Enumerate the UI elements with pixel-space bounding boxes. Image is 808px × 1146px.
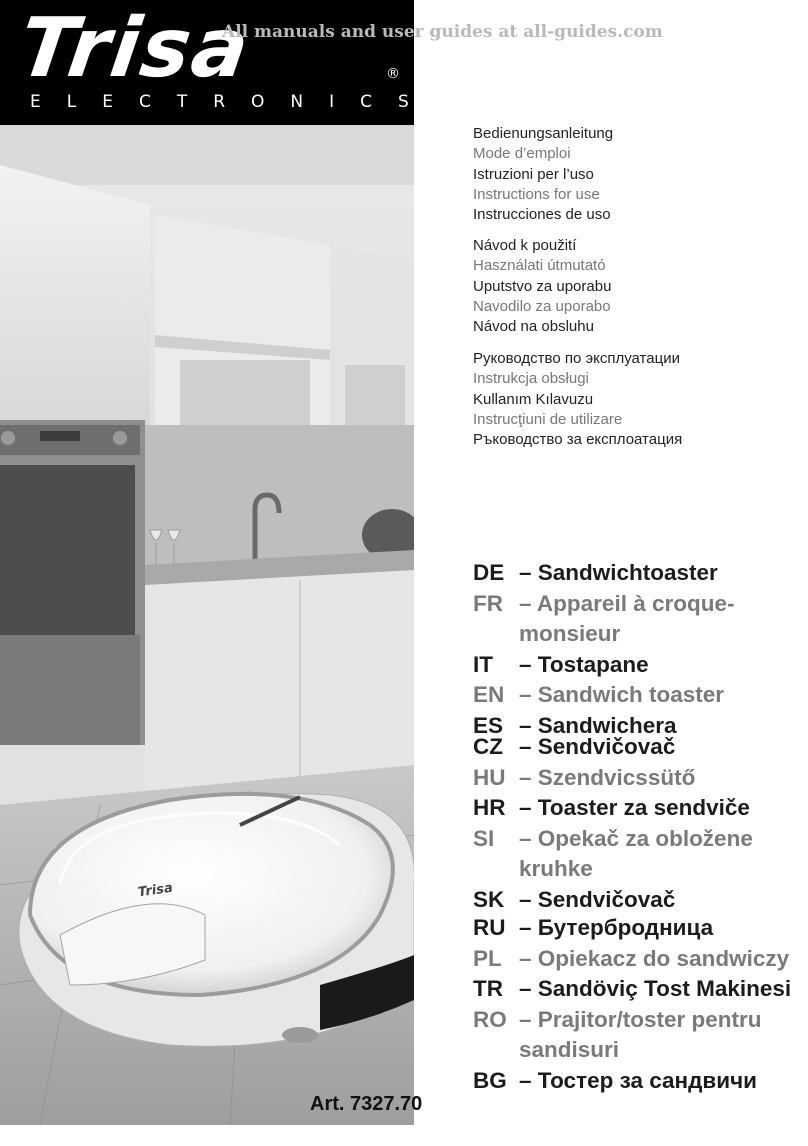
product-name: – Prajitor/toster pentru sandisuri [519,1006,762,1062]
instruction-title: Instrucţiuni de utilizare [473,410,623,428]
instruction-title: Kullanım Kılavuzu [473,390,594,408]
instruction-title: Navodilo za uporabo [473,297,611,315]
product-photo [0,125,414,1125]
instruction-title: Használati útmutató [473,257,606,275]
product-name: – Opiekacz do sandwiczy [519,945,790,971]
product-name: – Sandöviç Tost Makinesi [519,976,792,1001]
product-name-row [473,650,808,681]
kitchen-scene-image [0,125,414,1125]
product-name-row [473,680,808,711]
language-code: HU [473,764,506,790]
instructions-list-eastern [473,349,682,450]
product-name-row [473,732,808,763]
product-name: – Szendvicssütő [519,764,696,790]
brand-header [0,0,435,125]
brand-logo: Trisa [13,1,257,96]
article-number: Art. 7327.70 [310,1093,423,1115]
language-code: HR [473,795,506,820]
product-name: – Sendvičovač [519,886,676,912]
product-name-row [473,913,808,944]
product-name: – Sendvičovač [519,734,676,759]
instructions-list-central [473,236,611,337]
language-code: SK [473,886,505,912]
language-code: ES [473,712,504,738]
product-name-row [473,589,808,650]
watermark-text: All manuals and user guides at all-guides.com [222,22,663,42]
product-name-row [473,974,808,1005]
product-name: – Sandwichtoaster [519,560,718,585]
product-name-row [473,558,808,589]
product-name-row [473,885,808,916]
brand-subline: ELECTRONICS [30,92,435,112]
instruction-title: Bedienungsanleitung [473,125,614,142]
registered-mark: ® [386,66,400,82]
product-name-row [473,1005,808,1066]
instruction-title: Instructions for use [473,185,600,203]
product-name-row [473,763,808,794]
instruction-title: Návod na obsluhu [473,318,594,336]
product-name: – Sandwich toaster [519,682,725,707]
instruction-title: Mode d’emploi [473,145,571,163]
product-name-row [473,824,808,885]
instruction-title: Istruzioni per l’uso [473,165,594,183]
product-list-western [473,558,808,741]
instruction-title: Uputstvo za uporabu [473,277,612,295]
product-list-eastern [473,913,808,1096]
product-name: – Opekač za obložene kruhke [519,825,753,881]
language-code: BG [473,1067,507,1093]
product-name-row [473,1066,808,1097]
product-name-row [473,793,808,824]
instruction-title: Ръководство за експлоатация [473,431,683,449]
language-code: IT [473,651,493,677]
language-code: PL [473,945,502,971]
instruction-title: Руководство по эксплуатации [473,350,680,367]
language-code: SI [473,825,495,851]
product-list-central [473,732,808,915]
language-code: FR [473,590,503,616]
instructions-list-western [473,124,613,225]
product-name: – Бутербродница [519,915,714,940]
product-name: – Tostapane [519,651,649,677]
language-code: RO [473,1006,507,1032]
instruction-title: Instrucciones de uso [473,206,611,224]
language-code: CZ [473,734,503,759]
instruction-title: Instrukcja obsługi [473,370,589,388]
instruction-title: Návod k použití [473,237,577,254]
language-code: EN [473,682,505,707]
language-code: DE [473,560,505,585]
device-logo: Trisa [137,880,174,901]
language-code: TR [473,976,503,1001]
product-name: – Тостер за сандвичи [519,1067,757,1093]
product-name: – Sandwichera [519,712,677,738]
product-name: – Toaster za sendviče [519,795,750,820]
product-name: – Appareil à croque-monsieur [519,590,735,646]
product-name-row [473,944,808,975]
language-code: RU [473,915,506,940]
